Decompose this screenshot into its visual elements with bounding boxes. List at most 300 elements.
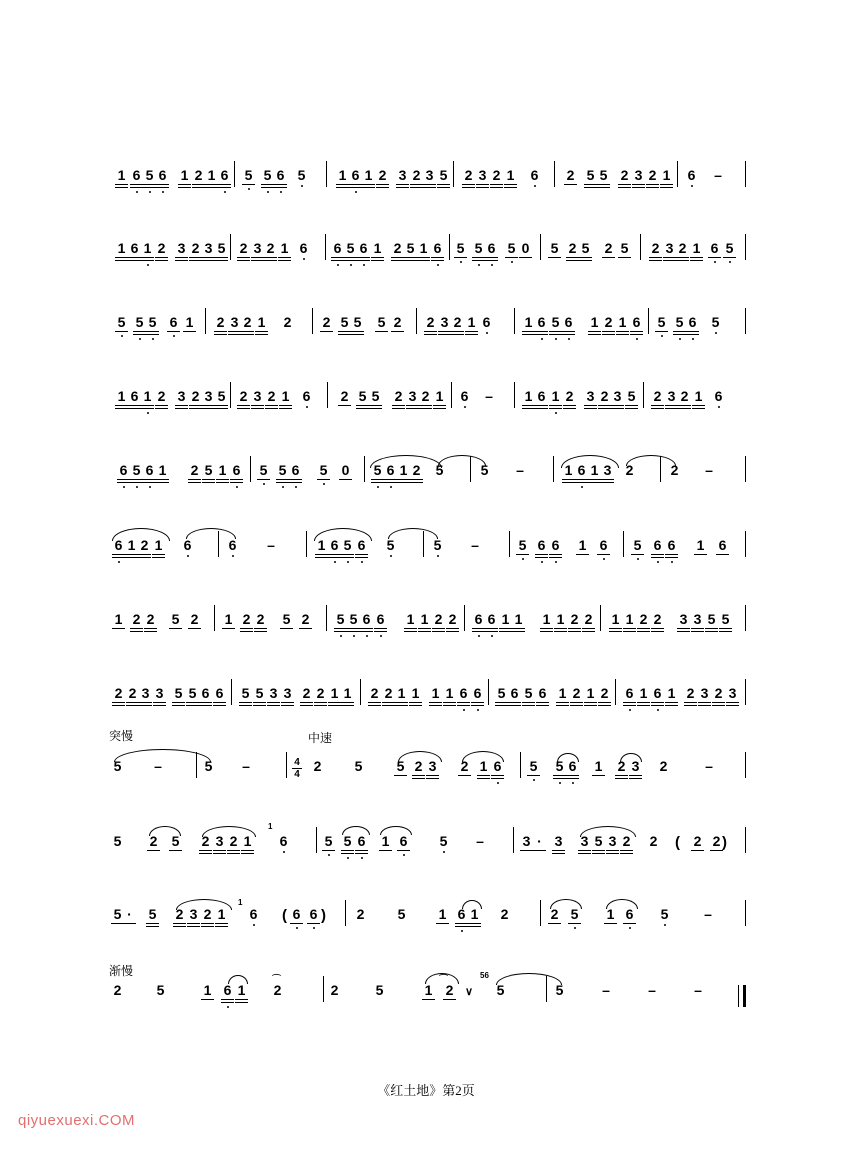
underline-beam [144, 628, 157, 629]
underline-beam [678, 405, 691, 406]
underline-beam [606, 853, 619, 854]
sustain-dash: – [516, 462, 524, 478]
note: 2 [649, 833, 658, 849]
underline-beam [660, 184, 673, 185]
underline-beam [716, 554, 729, 555]
underline-beam [522, 334, 535, 335]
underline-beam [637, 628, 650, 629]
note: 6 [632, 314, 641, 330]
underline-beam [153, 705, 166, 706]
barline [745, 161, 746, 187]
underline-beam [578, 853, 591, 854]
octave-dot-low [486, 332, 488, 334]
octave-dot-low [147, 264, 149, 266]
octave-dot-low [636, 338, 638, 340]
underline-beam [351, 334, 364, 335]
underline-beam [476, 184, 489, 185]
underline-beam [562, 479, 575, 480]
barline [326, 605, 327, 631]
underline-beam [338, 331, 351, 332]
underline-beam [651, 628, 664, 629]
note: 1 [217, 906, 226, 922]
note: 3 [693, 611, 702, 627]
note: 6 [460, 388, 469, 404]
underline-beam [446, 631, 459, 632]
sustain-dash: – [242, 758, 250, 774]
underline-beam [397, 850, 410, 851]
underline-beam [396, 187, 409, 188]
note: 2 [316, 685, 325, 701]
underline-beam [665, 408, 678, 409]
barline [470, 456, 471, 482]
underline-beam [338, 334, 351, 335]
note: 5 [386, 537, 395, 553]
underline-beam [189, 260, 202, 261]
underline-beam [339, 479, 352, 480]
note: 2 [132, 611, 141, 627]
barline [230, 234, 231, 260]
octave-dot-low [296, 927, 298, 929]
note: 2 [653, 611, 662, 627]
fermata-icon: ⌒ [439, 974, 449, 984]
underline-beam [404, 257, 417, 258]
octave-dot-low [715, 332, 717, 334]
note: 3 [428, 758, 437, 774]
barline [745, 456, 746, 482]
note: 2 [393, 240, 402, 256]
note: 5 [340, 314, 349, 330]
underline-beam [553, 775, 566, 776]
note: 1 [639, 685, 648, 701]
underline-beam [382, 702, 395, 703]
underline-beam [535, 554, 548, 555]
octave-dot-low [671, 561, 673, 563]
note: 5 [474, 240, 483, 256]
underline-beam [536, 702, 549, 703]
underline-beam [115, 408, 128, 409]
underline-beam [355, 853, 368, 854]
barline [745, 234, 746, 260]
underline-beam [606, 850, 619, 851]
underline-beam [218, 187, 231, 188]
octave-dot-low [629, 927, 631, 929]
underline-beam [261, 184, 274, 185]
barline [554, 161, 555, 187]
note: 1 [564, 462, 573, 478]
underline-beam [391, 257, 404, 258]
underline-beam [216, 479, 229, 480]
underline-beam [665, 557, 678, 558]
underline-beam [276, 482, 289, 483]
barline [326, 161, 327, 187]
note: 1 [338, 167, 347, 183]
underline-beam [465, 334, 478, 335]
note: 1 [692, 240, 701, 256]
note: 1 [243, 833, 252, 849]
underline-beam [404, 628, 417, 629]
note: 5 [675, 314, 684, 330]
note: 6 [577, 462, 586, 478]
note: · [537, 833, 542, 849]
underline-beam [410, 479, 423, 480]
note: 2 [242, 611, 251, 627]
octave-dot-low [136, 486, 138, 488]
underline-beam [173, 926, 186, 927]
note: 5 [396, 758, 405, 774]
underline-beam [375, 331, 388, 332]
underline-beam [186, 705, 199, 706]
note: 3 [667, 388, 676, 404]
underline-beam [175, 408, 188, 409]
underline-beam [620, 853, 633, 854]
note: 2 [492, 167, 501, 183]
note: 3 [253, 240, 262, 256]
note: 3 [177, 388, 186, 404]
underline-beam [214, 331, 227, 332]
underline-beam [395, 702, 408, 703]
underline-beam [548, 257, 561, 258]
octave-dot-low [541, 338, 543, 340]
note: 1 [127, 537, 136, 553]
grace-note: 1 [238, 898, 243, 907]
octave-dot-low [559, 782, 561, 784]
note: 1 [578, 537, 587, 553]
note: 6 [718, 537, 727, 553]
underline-beam [710, 850, 723, 851]
underline-beam [347, 628, 360, 629]
note: 3 [141, 685, 150, 701]
underline-beam [520, 850, 533, 851]
underline-beam [201, 999, 214, 1000]
note: 2 [500, 906, 509, 922]
paren-close: ) [722, 834, 727, 851]
note: 1 [237, 982, 246, 998]
note: 2 [622, 833, 631, 849]
note: 6 [564, 314, 573, 330]
barline [360, 679, 361, 705]
underline-beam [152, 557, 165, 558]
underline-beam [602, 334, 615, 335]
underline-beam [267, 705, 280, 706]
note: 1 [158, 462, 167, 478]
note: 6 [537, 537, 546, 553]
barline [250, 456, 251, 482]
underline-beam [623, 705, 636, 706]
note: 6 [158, 167, 167, 183]
underline-beam [625, 405, 638, 406]
sustain-dash: – [714, 167, 722, 183]
underline-beam [637, 702, 650, 703]
barline [660, 456, 661, 482]
note: 1 [257, 314, 266, 330]
octave-dot-low [661, 335, 663, 337]
underline-beam [278, 257, 291, 258]
underline-beam [155, 405, 168, 406]
underline-beam [192, 187, 205, 188]
note: 5 [725, 240, 734, 256]
note: 1 [556, 611, 565, 627]
note: 2 [460, 758, 469, 774]
underline-beam [328, 705, 341, 706]
barline [745, 308, 746, 334]
note: 5 [135, 314, 144, 330]
time-signature-denominator: 4 [294, 769, 300, 780]
note: 5 [358, 388, 367, 404]
note: 6 [537, 388, 546, 404]
underline-beam [468, 923, 481, 924]
note: 2 [604, 314, 613, 330]
underline-beam [649, 257, 662, 258]
underline-beam [443, 702, 456, 703]
underline-beam [130, 187, 143, 188]
underline-beam [570, 702, 583, 703]
underline-beam [412, 778, 425, 779]
tempo-mark-sudden-slow: 突慢 [109, 729, 134, 743]
sustain-dash: – [154, 758, 162, 774]
barline [677, 161, 678, 187]
note: 1 [667, 685, 676, 701]
octave-dot-low [232, 555, 234, 557]
underline-beam [588, 482, 601, 483]
underline-beam [723, 257, 736, 258]
underline-beam [265, 408, 278, 409]
underline-beam [554, 631, 567, 632]
octave-dot-low [534, 185, 536, 187]
note: 2 [693, 833, 702, 849]
underline-beam [187, 926, 200, 927]
underline-beam [676, 257, 689, 258]
note: 5 [113, 758, 122, 774]
underline-beam [472, 260, 485, 261]
underline-beam [395, 705, 408, 706]
barline [546, 976, 547, 1002]
underline-beam [334, 631, 347, 632]
note: 1 [154, 537, 163, 553]
octave-dot-low [555, 561, 557, 563]
underline-beam [202, 408, 215, 409]
underline-beam [431, 260, 444, 261]
underline-beam [237, 405, 250, 406]
octave-dot-low [173, 335, 175, 337]
note: 5 [599, 167, 608, 183]
octave-dot-low [295, 486, 297, 488]
note: 2 [659, 758, 668, 774]
underline-beam [495, 705, 508, 706]
note: 1 [114, 611, 123, 627]
note: 2 [670, 462, 679, 478]
octave-dot-low [123, 486, 125, 488]
note: 5 [354, 758, 363, 774]
octave-dot-low [603, 558, 605, 560]
octave-dot-low [263, 483, 265, 485]
underline-beam [371, 257, 384, 258]
underline-beam [404, 631, 417, 632]
underline-beam [522, 331, 535, 332]
underline-beam [130, 184, 143, 185]
underline-beam [552, 853, 565, 854]
note: 3 [425, 167, 434, 183]
note: 3 [586, 388, 595, 404]
barline [327, 382, 328, 408]
underline-beam [251, 257, 264, 258]
octave-dot-low [152, 338, 154, 340]
note: 5 [145, 167, 154, 183]
underline-beam [213, 702, 226, 703]
note: 2 [330, 982, 339, 998]
underline-beam [115, 331, 128, 332]
note: 6 [183, 537, 192, 553]
octave-dot-low [162, 191, 164, 193]
note: 1 [590, 462, 599, 478]
underline-beam [692, 405, 705, 406]
underline-beam [568, 923, 581, 924]
note: 2 [340, 388, 349, 404]
octave-dot-low [461, 930, 463, 932]
underline-beam [237, 260, 250, 261]
underline-beam [690, 257, 703, 258]
octave-dot-low [581, 486, 583, 488]
underline-beam [216, 482, 229, 483]
note: 2 [568, 240, 577, 256]
barline [623, 531, 624, 557]
underline-beam [215, 408, 228, 409]
note: 1 [479, 758, 488, 774]
underline-beam [237, 408, 250, 409]
underline-beam [384, 482, 397, 483]
underline-beam [563, 405, 576, 406]
note: 5 [204, 758, 213, 774]
underline-beam [424, 334, 437, 335]
note: 2 [190, 611, 199, 627]
note: 6 [228, 537, 237, 553]
underline-beam [684, 702, 697, 703]
note: 6 [386, 462, 395, 478]
note: 3 [408, 388, 417, 404]
underline-beam [477, 775, 490, 776]
underline-beam [566, 257, 579, 258]
note: 6 [132, 167, 141, 183]
note: 5 [397, 906, 406, 922]
underline-beam [279, 408, 292, 409]
note: 5 [373, 462, 382, 478]
underline-beam [300, 705, 313, 706]
underline-beam [533, 850, 546, 851]
note: 3 [603, 462, 612, 478]
underline-beam [265, 405, 278, 406]
underline-beam [712, 702, 725, 703]
underline-beam [143, 184, 156, 185]
underline-beam [314, 702, 327, 703]
underline-beam [708, 257, 721, 258]
note: 1 [506, 167, 515, 183]
note: 6 [362, 611, 371, 627]
note: 5 [241, 685, 250, 701]
note: 3 [204, 388, 213, 404]
underline-beam [280, 628, 293, 629]
underline-beam [554, 628, 567, 629]
underline-beam [156, 187, 169, 188]
barline [540, 234, 541, 260]
underline-beam [437, 184, 450, 185]
underline-beam [230, 479, 243, 480]
underline-beam [299, 628, 312, 629]
underline-beam [568, 631, 581, 632]
octave-dot-low [679, 338, 681, 340]
note: 1 [625, 611, 634, 627]
underline-beam [392, 408, 405, 409]
barline [514, 382, 515, 408]
note: 6 [330, 537, 339, 553]
octave-dot-low [253, 924, 255, 926]
note: 1 [590, 314, 599, 330]
octave-dot-low [340, 635, 342, 637]
underline-beam [138, 557, 151, 558]
underline-beam [221, 1002, 234, 1003]
underline-beam [719, 628, 732, 629]
note: 3 [269, 685, 278, 701]
underline-beam [315, 554, 328, 555]
underline-beam [357, 257, 370, 258]
underline-beam [189, 408, 202, 409]
underline-beam [563, 408, 576, 409]
note: 1 [419, 240, 428, 256]
note: 2 [146, 611, 155, 627]
underline-beam [341, 557, 354, 558]
underline-beam [213, 850, 226, 851]
underline-beam [382, 705, 395, 706]
note: 6 [357, 833, 366, 849]
grace-note: 56 [480, 971, 489, 980]
underline-beam [651, 554, 664, 555]
underline-beam [215, 926, 228, 927]
underline-beam [549, 554, 562, 555]
underline-beam [548, 923, 561, 924]
underline-beam [240, 631, 253, 632]
underline-beam [112, 557, 125, 558]
note: 6 [291, 462, 300, 478]
underline-beam [410, 482, 423, 483]
underline-beam [592, 775, 605, 776]
underline-beam [143, 479, 156, 480]
underline-beam [455, 926, 468, 927]
underline-beam [705, 628, 718, 629]
underline-beam [535, 408, 548, 409]
underline-beam [144, 631, 157, 632]
underline-beam [651, 631, 664, 632]
note: 1 [420, 611, 429, 627]
underline-beam [188, 482, 201, 483]
underline-beam [651, 702, 664, 703]
barline [745, 605, 746, 631]
underline-beam [222, 628, 235, 629]
octave-dot-low [497, 782, 499, 784]
underline-beam [419, 405, 432, 406]
sustain-dash: – [602, 982, 610, 998]
underline-beam [462, 184, 475, 185]
underline-beam [426, 775, 439, 776]
note: 1 [117, 167, 126, 183]
underline-beam [255, 331, 268, 332]
underline-beam [629, 778, 642, 779]
note: 2 [445, 982, 454, 998]
octave-dot-low [227, 1006, 229, 1008]
note: 2 [393, 314, 402, 330]
note: 1 [445, 685, 454, 701]
barline [488, 679, 489, 705]
underline-beam [568, 628, 581, 629]
underline-beam [446, 628, 459, 629]
underline-beam [562, 331, 575, 332]
